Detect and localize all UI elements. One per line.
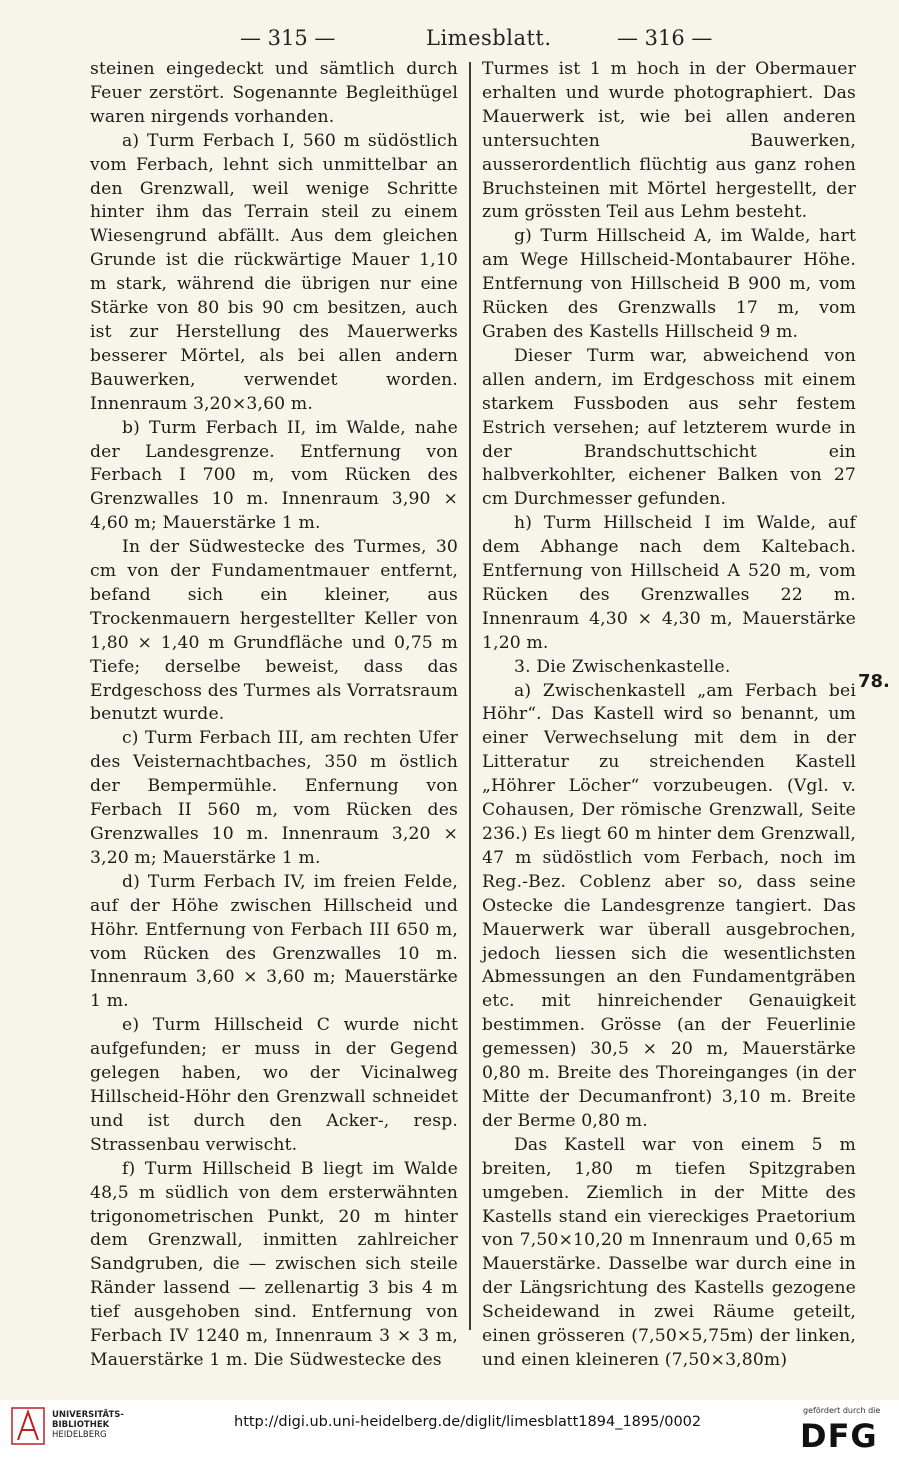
journal-title: Limesblatt. <box>426 26 552 50</box>
paragraph: f) Turm Hillscheid B liegt im Walde 48,5 m südlich von dem ersterwähnten trigonometrischen Punkt, 20 m hinter dem Grenzwall, inmitten zahlreicher Sandgruben, die — zwischen sich steile Ränder lassend — zellenartig 3 bis 4 m tief ausgehoben sind. Entfernung von Ferbach IV 1240 m, Innenraum 3 × 3 m, Mauerstärke 1 m. Die Südwestecke des <box>90 1158 458 1370</box>
paragraph: d) Turm Ferbach IV, im freien Felde, auf der Höhe zwischen Hillscheid und Höhr. Entfernung von Ferbach III 650 m, vom Rücken des Grenzwalles 10 m. Innenraum 3,60 × 3,60 m; Mauerstärke 1 m. <box>90 871 458 1012</box>
paragraph: e) Turm Hillscheid C wurde nicht aufgefunden; er muss in der Gegend gelegen haben, wo der Vicinalweg Hillscheid-Höhr den Grenzwall schneidet und ist durch den Acker-, resp. Strassenbau verwischt. <box>90 1015 458 1155</box>
paragraph: steinen eingedeckt und sämtlich durch Feuer zerstört. Sogenannte Begleithügel waren nirgends vorhanden. <box>90 59 458 127</box>
section-heading: 3. Die Zwischenkastelle. <box>514 656 731 677</box>
margin-note: 78. <box>858 671 890 692</box>
paragraph: In der Südwestecke des Turmes, 30 cm von der Fundamentmauer entfernt, befand sich ein kleiner, aus Trockenmauern hergestellter Keller von 1,80 × 1,40 m Grundfläche und 0,75 m Tiefe; derselbe beweist, dass das Erdgeschoss des Turmes als Vorratsraum benutzt wurde. <box>90 537 459 725</box>
running-header <box>90 26 860 58</box>
sponsor-label: gefördert durch die <box>803 1406 881 1415</box>
column-divider <box>469 62 471 1330</box>
library-name: UNIVERSITÄTS- BIBLIOTHEK HEIDELBERG <box>52 1410 124 1440</box>
right-column <box>482 58 856 1373</box>
footer-bar <box>0 1400 899 1458</box>
paragraph: Dieser Turm war, abweichend von allen andern, im Erdgeschoss mit einem starkem Fussboden aus sehr festem Estrich versehen; auf letzterem wurde in der Brandschuttschicht ein halbverkohlter, eichener Balken von 27 cm Durchmesser gefunden. <box>482 345 856 510</box>
paragraph: Das Kastell war von einem 5 m breiten, 1,80 m tiefen Spitzgraben umgeben. Ziemlich in der Mitte des Kastells stand ein viereckiges Praetorium von 7,50×10,20 m Innenraum und 0,65 m Mauerstärke. Dasselbe war durch eine in der Längsrichtung des Kastells gezogene Scheidewand in zwei Räume geteilt, einen grösseren (7,50×5,75m) der linken, und einen kleineren (7,50×3,80m) <box>482 1134 856 1370</box>
left-column <box>90 58 458 1373</box>
paragraph: c) Turm Ferbach III, am rechten Ufer des Veisternachtbaches, 350 m östlich der Bempermühle. Enfernung von Ferbach II 560 m, vom Rücken des Grenzwalles 10 m. Innenraum 3,20 × 3,20 m; Mauerstärke 1 m. <box>90 728 458 868</box>
source-url-link[interactable]: http://digi.ub.uni-heidelberg.de/diglit/limesblatt1894_1895/0002 <box>234 1414 702 1430</box>
page-number-right: — 316 — <box>617 26 713 50</box>
page-number-left: — 315 — <box>240 26 336 50</box>
paragraph: b) Turm Ferbach II, im Walde, nahe der Landesgrenze. Entfernung von Ferbach I 700 m, vom Rücken des Grenzwalles 10 m. Innenraum 3,90 × 4,60 m; Mauerstärke 1 m. <box>90 417 458 534</box>
dfg-logo: DFG <box>800 1417 878 1455</box>
paragraph: a) Zwischenkastell „am Ferbach bei Höhr“. Das Kastell wird so benannt, um einer Verwechselung mit dem in der Litteratur zu streichenden Kastell „Höhrer Löcher“ vorzubeugen. (Vgl. v. Cohausen, Der römische Grenzwall, Seite 236.) Es liegt 60 m hinter dem Grenzwall, 47 m südöstlich vom Ferbach, noch im Reg.-Bez. Coblenz aber so, dass seine Ostecke die Landesgrenze tangiert. Das Mauerwerk war überall ausgebrochen, jedoch liessen sich die wesentlichsten Abmessungen an den Fundamentgräben etc. mit hinreichender Genauigkeit bestimmen. Grösse (an der Feuerlinie gemessen) 30,5 × 20 m, Mauerstärke 0,80 m. Breite des Thoreinganges (in der Mitte der Decumanfront) 3,10 m. Breite der Berme 0,80 m. <box>482 680 856 1131</box>
paragraph: g) Turm Hillscheid A, im Walde, hart am Wege Hillscheid-Montabaurer Höhe. Entfernung von Hillscheid B 900 m, vom Rücken des Grenzwalls 17 m, vom Graben des Kastells Hillscheid 9 m. <box>482 226 856 342</box>
paragraph: Turmes ist 1 m hoch in der Obermauer erhalten und wurde photographiert. Das Mauerwerk ist, wie bei allen anderen untersuchten Bauwerken, ausserordentlich flüchtig aus ganz rohen Bruchsteinen mit Mörtel hergestellt, der zum grössten Teil aus Lehm besteht. <box>482 59 856 223</box>
university-seal-icon <box>10 1406 46 1446</box>
paragraph: h) Turm Hillscheid I im Walde, auf dem Abhange nach dem Kaltebach. Entfernung von Hillscheid A 520 m, vom Rücken des Grenzwalles 22 m. Innenraum 4,30 × 4,30 m, Mauerstärke 1,20 m. <box>482 513 856 653</box>
paragraph: a) Turm Ferbach I, 560 m südöstlich vom Ferbach, lehnt sich unmittelbar an den Grenzwall, weil wenige Schritte hinter ihm das Terrain steil zu einem Wiesengrund abfällt. Aus dem gleichen Grunde ist die rückwärtige Mauer 1,10 m stark, während die übrigen nur eine Stärke von 80 bis 90 cm besitzen, auch ist zur Herstellung des Mauerwerks besserer Mörtel, als bei allen andern Bauwerken, verwendet worden. Innenraum 3,20×3,60 m. <box>90 130 458 414</box>
